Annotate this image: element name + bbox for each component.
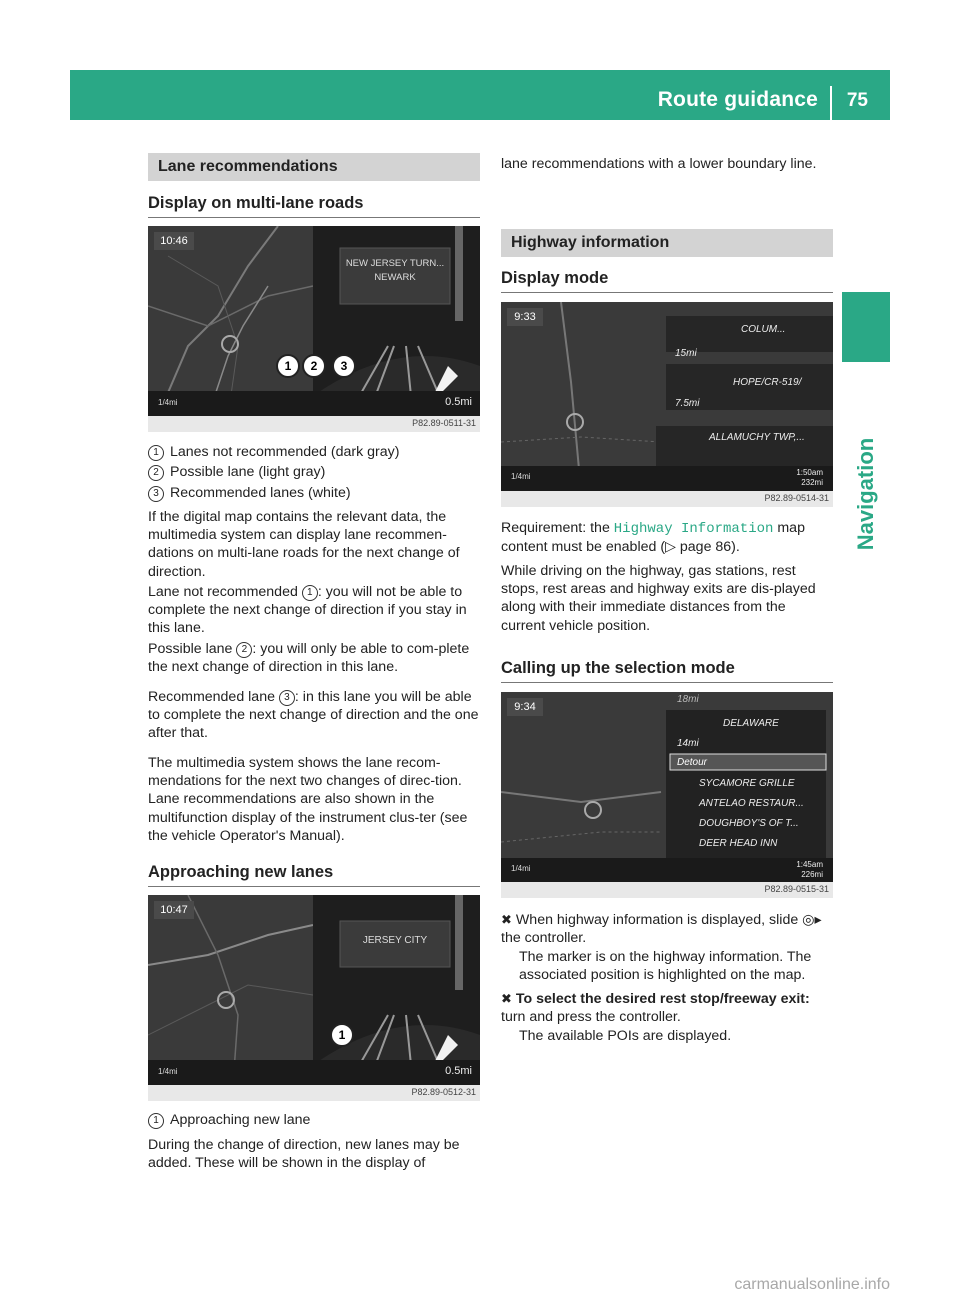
highway-item-name: DELAWARE: [723, 718, 779, 729]
paragraph: During the change of direction, new lanes may be added. These will be shown in the display of: [148, 1137, 460, 1172]
legend-item: 1 Lanes not recommended (dark gray): [148, 443, 399, 461]
heading-rule: [501, 682, 833, 683]
nav-screen-1: [148, 226, 480, 416]
paragraph: Recommended lane 3 : in this lane you will be able to complete the next change of direction and the one after that.: [148, 689, 479, 742]
poi-item: ANTELAO RESTAUR...: [699, 798, 804, 809]
section-lane-recommendations: [148, 153, 480, 181]
step-result: The marker is on the highway information. The associated position is highlighted on the map.: [519, 949, 812, 984]
clock-display: 10:47: [154, 901, 194, 919]
callout-3: 3: [332, 354, 356, 378]
legend-item: 1 Approaching new lane: [148, 1111, 310, 1129]
paragraph: While driving on the highway, gas stations, rest stops, rest areas and highway exits are dis-played along with their immediate distances from the current vehicle position.: [501, 563, 816, 634]
page-header: [70, 70, 890, 120]
figure-multi-lane-display: [148, 226, 480, 432]
step-arrow-icon: ✖: [501, 991, 512, 1006]
section-highway-information: [501, 229, 833, 257]
clock-display: 9:33: [507, 308, 543, 326]
subheading-selection-mode: Calling up the selection mode: [501, 659, 735, 677]
distance-readout: 0.5mi: [445, 1065, 472, 1077]
step-arrow-icon: ✖: [501, 912, 512, 927]
paragraph: If the digital map contains the relevant data, the multimedia system can display lane recommen-dations on multi-lane roads for the next change of direction.: [148, 509, 460, 580]
detour-item: Detour: [677, 757, 708, 768]
heading-rule: [148, 217, 480, 218]
watermark: carmanualsonline.info: [734, 1276, 890, 1293]
paragraph: Lane not recommended 1 : you will not be able to complete the next change of direction if you stay in this lane.: [148, 584, 467, 637]
figure-code-strip: [501, 882, 833, 898]
nav-screen-2: [148, 895, 480, 1085]
figure-code: P82.89-0514-31: [764, 493, 829, 503]
instruction-step: ✖ When highway information is displayed, slide ◎▸ the controller.: [501, 912, 822, 947]
page-number: 75: [846, 90, 868, 111]
distance-readout: 0.5mi: [445, 396, 472, 408]
figure-code-strip: [501, 491, 833, 507]
callout-1: 1: [330, 1023, 354, 1047]
figure-code-strip: [148, 1085, 480, 1101]
highway-item-name: COLUM...: [741, 324, 786, 335]
subheading-multi-lane: Display on multi-lane roads: [148, 194, 364, 212]
poi-item: DOUGHBOY'S OF T...: [699, 818, 799, 829]
paragraph: The multimedia system shows the lane recom-mendations for the next two changes of direc-tion. Lane recommendations are also shown in the multifunction display of the instrument clus-ter (see the vehicle Operator's Manual).: [148, 755, 468, 844]
subheading-display-mode: Display mode: [501, 269, 609, 287]
paragraph: lane recommendations with a lower boundary line.: [501, 156, 817, 172]
map-scale: 1/4mi: [158, 398, 178, 407]
chapter-label: Navigation: [853, 437, 878, 551]
eta-distance: 226mi: [801, 870, 823, 879]
highway-item-distance: 7.5mi: [675, 398, 700, 409]
callout-1: 1: [276, 354, 300, 378]
highway-item-distance: 15mi: [675, 348, 697, 359]
figure-selection-mode: [501, 692, 833, 898]
clock-display: 10:46: [154, 232, 194, 250]
clock-display: 9:34: [507, 698, 543, 716]
heading-rule: [501, 292, 833, 293]
figure-code: P82.89-0511-31: [412, 418, 476, 428]
legend-item: 3 Recommended lanes (white): [148, 484, 351, 502]
paragraph: Possible lane 2 : you will only be able to com-plete the next change of direction in this lane.: [148, 641, 470, 676]
sign-line-2: NEWARK: [374, 272, 416, 283]
figure-code-strip: [148, 416, 480, 432]
paragraph: Requirement: the Highway Information map content must be enabled (▷ page 86).: [501, 520, 805, 556]
sign-line-1: NEW JERSEY TURN...: [345, 258, 445, 269]
figure-code: P82.89-0512-31: [411, 1087, 476, 1097]
sign-line-1: JERSEY CITY: [362, 935, 428, 946]
map-scale: 1/4mi: [511, 472, 531, 481]
figure-code: P82.89-0515-31: [764, 884, 829, 894]
top-distance: 18mi: [677, 694, 699, 705]
map-scale: 1/4mi: [158, 1067, 178, 1076]
heading-rule: [148, 886, 480, 887]
figure-new-lanes: [148, 895, 480, 1101]
header-divider: [830, 86, 832, 120]
legend-item: 2 Possible lane (light gray): [148, 463, 325, 481]
section-title: Lane recommendations: [158, 158, 338, 175]
callout-2: 2: [302, 354, 326, 378]
eta-time: 1:45am: [796, 860, 823, 869]
poi-item: DEER HEAD INN: [699, 838, 778, 849]
highway-item-distance: 14mi: [677, 738, 699, 749]
instruction-step: ✖ To select the desired rest stop/freeway exit: turn and press the controller.: [501, 991, 810, 1026]
section-title: Highway information: [511, 234, 670, 251]
step-result: The available POIs are displayed.: [519, 1028, 732, 1044]
figure-highway-display: [501, 302, 833, 507]
subheading-new-lanes: Approaching new lanes: [148, 863, 334, 881]
map-scale: 1/4mi: [511, 864, 531, 873]
chapter-tab: [842, 292, 890, 362]
controller-slide-icon: ◎▸: [802, 912, 822, 928]
highway-item-name: HOPE/CR-519/: [733, 377, 802, 388]
eta-time: 1:50am: [796, 468, 823, 477]
eta-distance: 232mi: [801, 478, 823, 487]
poi-item: SYCAMORE GRILLE: [699, 778, 795, 789]
header-title: Route guidance: [657, 88, 818, 111]
highway-item-name: ALLAMUCHY TWP,...: [709, 432, 805, 443]
